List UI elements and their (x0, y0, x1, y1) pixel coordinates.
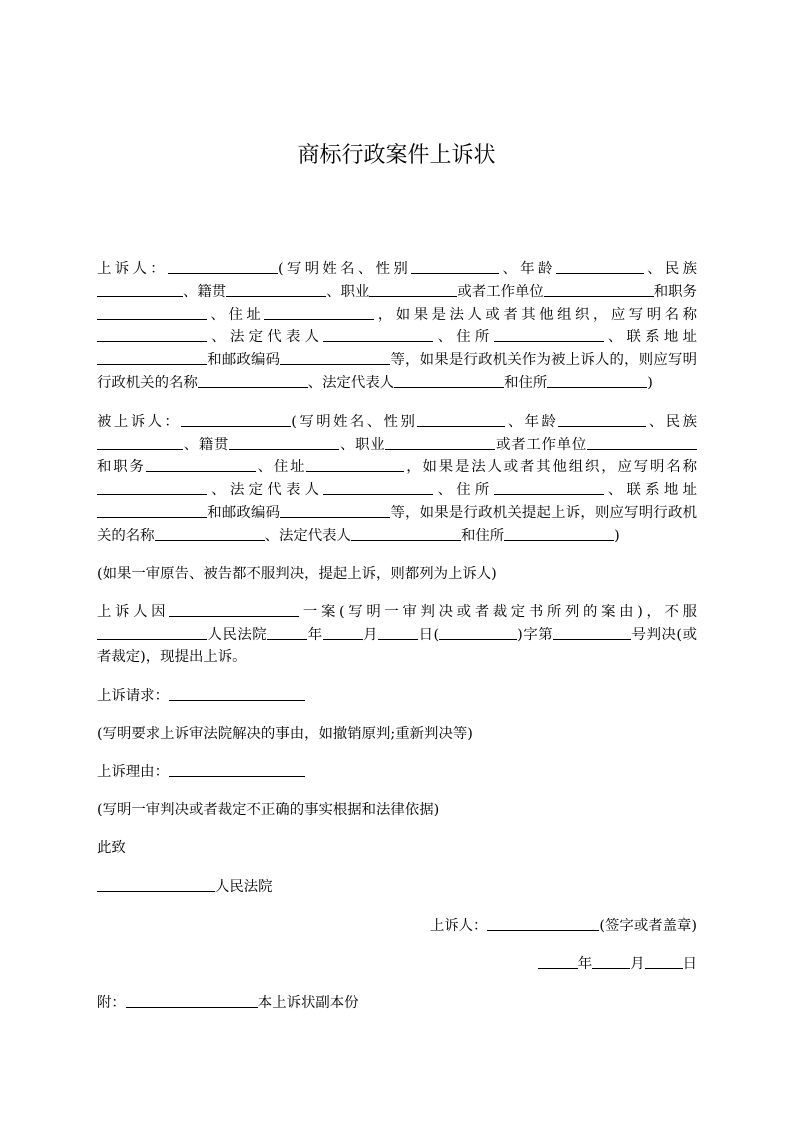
appellee-text: 、民族 (646, 413, 697, 430)
appellee-text: 、职业 (339, 436, 386, 453)
appeal-request-blank[interactable] (169, 685, 305, 701)
salutation: 此致 (97, 839, 126, 856)
appellant-postcode-blank[interactable] (280, 349, 390, 365)
signature-line (97, 915, 697, 938)
judgment-month-blank[interactable] (323, 624, 363, 640)
appellee-text: 和职务 (97, 459, 146, 476)
appellant-agency-domicile-blank[interactable] (547, 372, 647, 388)
appellee-position-blank[interactable] (146, 456, 256, 472)
appellee-employer-blank[interactable] (587, 434, 697, 450)
appellee-text: 、住址 (255, 459, 307, 476)
appellee-text: 、法定代表人 (207, 482, 324, 499)
attachment-line (97, 992, 697, 1015)
appeal-reason-blank[interactable] (169, 761, 305, 777)
case-cause-paragraph (97, 601, 697, 668)
appellee-contact-address-blank[interactable] (97, 502, 207, 518)
appellant-text: 、籍贯 (183, 283, 227, 300)
appellee-org-name-blank[interactable] (97, 479, 207, 495)
attachment-count-blank[interactable] (126, 992, 258, 1008)
appellant-domicile-blank[interactable] (494, 326, 604, 342)
judgment-day-blank[interactable] (378, 624, 418, 640)
attachment-label: 附： (97, 995, 126, 1012)
appellee-domicile-blank[interactable] (494, 479, 604, 495)
appellant-text: 等，如果是行政机关作为被上诉人的，则应写明行政机关的名称 (97, 352, 697, 391)
appellee-text: 、籍贯 (183, 436, 230, 453)
appellant-paragraph (97, 258, 697, 395)
appellant-text: 和住所 (504, 374, 548, 391)
addressee-court-blank[interactable] (97, 876, 215, 892)
month-label: 月 (630, 956, 645, 973)
appellee-postcode-blank[interactable] (280, 502, 390, 518)
appellee-text: 等，如果是行政机关提起上诉，则应写明行政机关的名称 (97, 504, 697, 544)
appellee-text: (写明姓名、性别 (291, 413, 418, 430)
appellant-org-name-blank[interactable] (97, 326, 207, 342)
appellee-agency-domicile-blank[interactable] (504, 525, 614, 541)
appellant-text: 、年龄 (499, 261, 556, 277)
court-suffix: 人民法院 (215, 878, 273, 895)
appellee-paragraph (97, 411, 697, 548)
appeal-request-note: (写明要求上诉审法院解决的事由，如撤销原判;重新判决等) (97, 725, 473, 742)
appellant-agency-rep-blank[interactable] (394, 372, 504, 388)
appeal-reason-label: 上诉理由： (97, 764, 169, 781)
appellant-employer-blank[interactable] (544, 281, 654, 297)
appellant-text: 、住址 (207, 306, 265, 323)
appellee-agency-rep-blank[interactable] (351, 525, 461, 541)
signature-blank[interactable] (487, 915, 599, 931)
appellee-ethnicity-blank[interactable] (97, 434, 183, 450)
appellant-text: 、法定代表人 (307, 374, 395, 391)
appellee-agency-name-blank[interactable] (155, 525, 265, 541)
cause-text: 上诉人因 (97, 604, 170, 621)
appellant-text: 、职业 (326, 283, 370, 300)
cause-text: 日( (418, 627, 440, 644)
date-line (97, 953, 697, 976)
appellant-ethnicity-blank[interactable] (97, 281, 183, 297)
appellee-occupation-blank[interactable] (385, 434, 495, 450)
appellee-label: 被上诉人： (97, 413, 182, 430)
appellant-text: 和职务 (653, 283, 697, 300)
addressee-court-line (97, 876, 697, 899)
appellant-text: 、民族 (643, 261, 697, 277)
appellant-text: 和邮政编码 (207, 352, 281, 369)
cause-text: 年 (307, 627, 323, 644)
appellant-text: (写明姓名、性别 (277, 261, 412, 277)
cause-text: 号判决(或者裁定)，现提出上诉。 (97, 627, 697, 665)
appellant-age-blank[interactable] (556, 258, 644, 274)
appellee-legal-rep-blank[interactable] (323, 479, 433, 495)
sign-day-blank[interactable] (645, 953, 683, 969)
appeal-reason-note: (写明一审判决或者裁定不正确的事实根据和法律依据) (97, 802, 440, 819)
attachment-suffix: 本上诉状副本份 (257, 995, 359, 1012)
appellant-text: 、住所 (433, 329, 494, 346)
appellee-text: 和住所 (460, 527, 505, 544)
sign-month-blank[interactable] (592, 953, 630, 969)
cause-text: 人民法院 (207, 627, 268, 644)
appellee-text: 、联系地址 (603, 482, 697, 499)
case-code-blank[interactable] (439, 624, 517, 640)
appellee-address-blank[interactable] (306, 456, 404, 472)
appeal-request-line (97, 685, 697, 708)
appellant-text: 或者工作单位 (457, 283, 544, 300)
cause-text: 月 (362, 627, 379, 644)
signer-note: (签字或者盖章) (599, 917, 697, 934)
day-label: 日 (682, 956, 697, 973)
appellee-text: ) (614, 527, 620, 544)
document-body (97, 258, 697, 1015)
appellant-name-blank[interactable] (168, 258, 278, 274)
appellant-text: 、法定代表人 (207, 329, 324, 346)
appellant-legal-rep-blank[interactable] (323, 326, 433, 342)
appellant-native-place-blank[interactable] (226, 281, 326, 297)
appellant-text: ，如果是法人或者其他组织，应写明名称 (374, 306, 697, 323)
appellee-age-blank[interactable] (558, 411, 646, 427)
appellee-name-blank[interactable] (181, 411, 291, 427)
case-name-blank[interactable] (169, 601, 299, 617)
appellee-text: 和邮政编码 (207, 504, 281, 521)
cause-text: )字第 (517, 627, 554, 644)
year-label: 年 (577, 956, 593, 973)
appellee-gender-blank[interactable] (417, 411, 505, 427)
appellant-occupation-blank[interactable] (369, 281, 457, 297)
appellee-text: 、法定代表人 (264, 527, 351, 544)
appellant-position-blank[interactable] (97, 304, 207, 320)
appeal-request-label: 上诉请求： (97, 687, 169, 704)
case-number-blank[interactable] (553, 624, 631, 640)
appellee-text: ，如果是法人或者其他组织，应写明名称 (404, 459, 697, 476)
judgment-year-blank[interactable] (267, 624, 307, 640)
appellant-contact-address-blank[interactable] (97, 349, 207, 365)
appeal-reason-line (97, 761, 697, 784)
appellant-gender-blank[interactable] (411, 258, 499, 274)
document-title: 商标行政案件上诉状 (297, 143, 496, 168)
signer-label: 上诉人： (429, 917, 488, 934)
both-appeal-note: (如果一审原告、被告都不服判决，提起上诉，则都列为上诉人) (97, 565, 497, 582)
appellant-text: ) (647, 374, 653, 391)
cause-text: 一案(写明一审判决或者裁定书所列的案由)，不服 (299, 604, 697, 621)
appellant-label: 上诉人： (97, 261, 168, 277)
appellant-text: 、联系地址 (603, 329, 697, 346)
appellee-text: 、住所 (433, 482, 494, 499)
appellee-text: 、年龄 (505, 413, 559, 430)
appellant-agency-name-blank[interactable] (198, 372, 308, 388)
sign-year-blank[interactable] (538, 953, 578, 969)
appellant-address-blank[interactable] (264, 304, 374, 320)
appellee-text: 或者工作单位 (495, 436, 587, 453)
appellee-native-place-blank[interactable] (229, 434, 339, 450)
court-name-blank[interactable] (97, 624, 207, 640)
